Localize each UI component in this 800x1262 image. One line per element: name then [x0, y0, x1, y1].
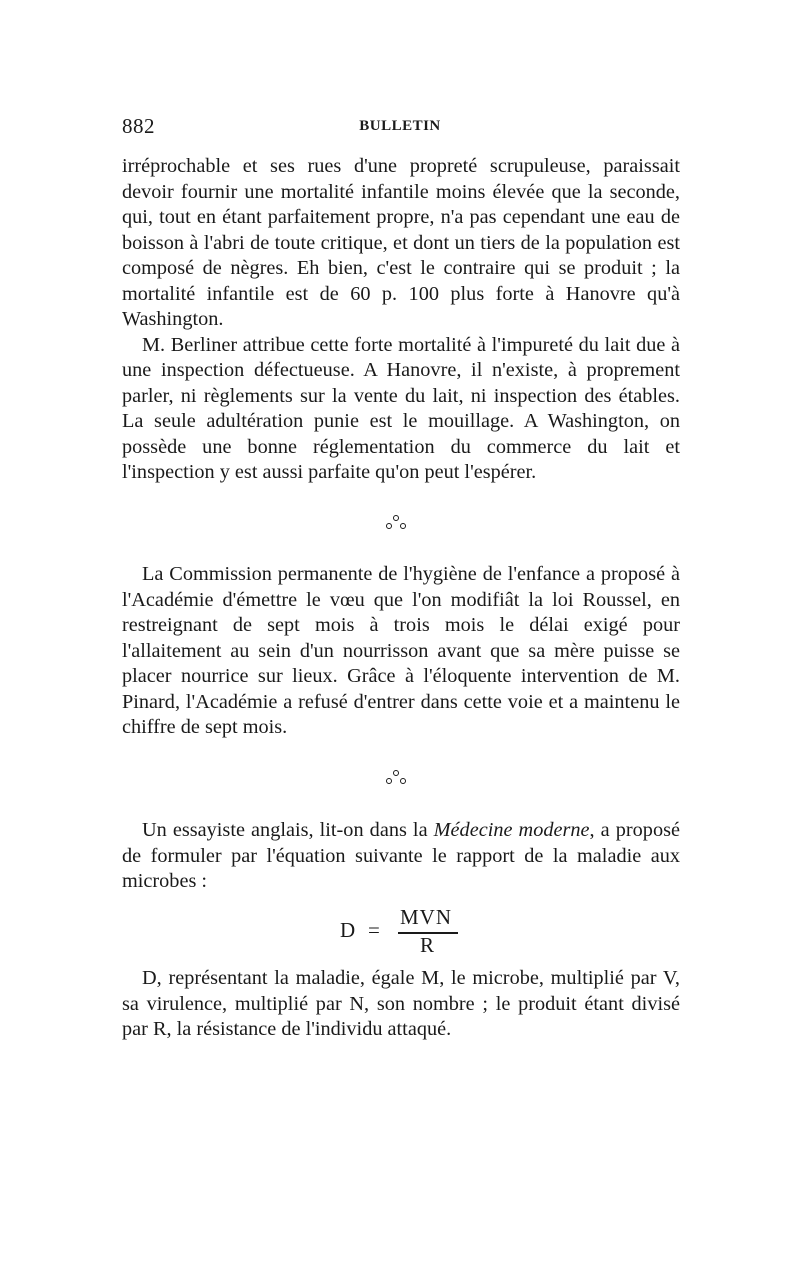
text-block-definition	[122, 966, 680, 1043]
paragraph-essayiste-start: Un essayiste anglais, lit-on dans la	[142, 819, 434, 841]
page-number: 882	[122, 114, 155, 138]
text-block-berliner	[122, 154, 680, 486]
equation-denominator: R	[420, 933, 435, 957]
paragraph-essayiste	[122, 818, 680, 895]
paragraph-commission: La Commission permanente de l'hygiène de l'enfance a proposé à l'Académie d'émettre le vœu que l'on modifiât la loi Roussel, en restreignant de sept mois à trois mois le délai exigé pour l'allaitement au sein d'un nourrisson avant que sa mère puisse se placer nourrice sur lieux. Grâce à l'éloquente intervention de M. Pinard, l'Académie a refusé d'entrer dans cette voie et a maintenu le chiffre de sept mois.	[122, 563, 680, 738]
asterism-dot	[400, 523, 406, 529]
asterism-dot	[393, 515, 399, 521]
equation-equals-sign: =	[368, 918, 380, 942]
asterism-separator	[386, 770, 406, 790]
page-header	[122, 114, 678, 138]
asterism-dot	[393, 770, 399, 776]
equation-numerator: MVN	[400, 905, 453, 929]
paragraph-hanovre-washington: irréprochable et ses rues d'une propreté scrupuleuse, paraissait devoir fournir une mortalité infantile moins élevée que la seconde, qui, tout en étant parfaitement propre, n'a pas cependant une eau de boisson à l'abri de toute critique, et dont un tiers de la population est composé de nègres. Eh bien, c'est le contraire qui se produit ; la mortalité infantile est de 60 p. 100 plus forte à Hanovre qu'à Washington.	[122, 155, 680, 330]
running-title: BULLETIN	[359, 118, 441, 134]
equation-lhs: D	[340, 918, 356, 942]
paragraph-berliner: M. Berliner attribue cette forte mortalité à l'impureté du lait due à une inspection défectueuse. A Hanovre, il n'existe, à proprement parler, ni règlements sur la vente du lait, ni inspection des étables. La seule adultération punie est le mouillage. A Washington, on possède une bonne réglementation du commerce du lait et l'inspection y est aussi parfaite qu'on peut l'espérer.	[122, 333, 680, 483]
paragraph-definition: D, représentant la maladie, égale M, le microbe, multiplié par V, sa virulence, multiplié par N, son nombre ; le produit étant divisé par R, la résistance de l'individu attaqué.	[122, 967, 680, 1040]
equation	[340, 905, 470, 955]
text-block-commission	[122, 562, 680, 741]
text-block-essayiste	[122, 818, 680, 895]
asterism-dot	[386, 778, 392, 784]
paragraph-essayiste-end: , a proposé de formuler par l'équation suivante le rapport de la maladie aux microbes :	[122, 819, 680, 892]
asterism-separator	[386, 515, 406, 535]
asterism-dot	[386, 523, 392, 529]
journal-title: Médecine moderne	[433, 819, 590, 841]
asterism-dot	[400, 778, 406, 784]
